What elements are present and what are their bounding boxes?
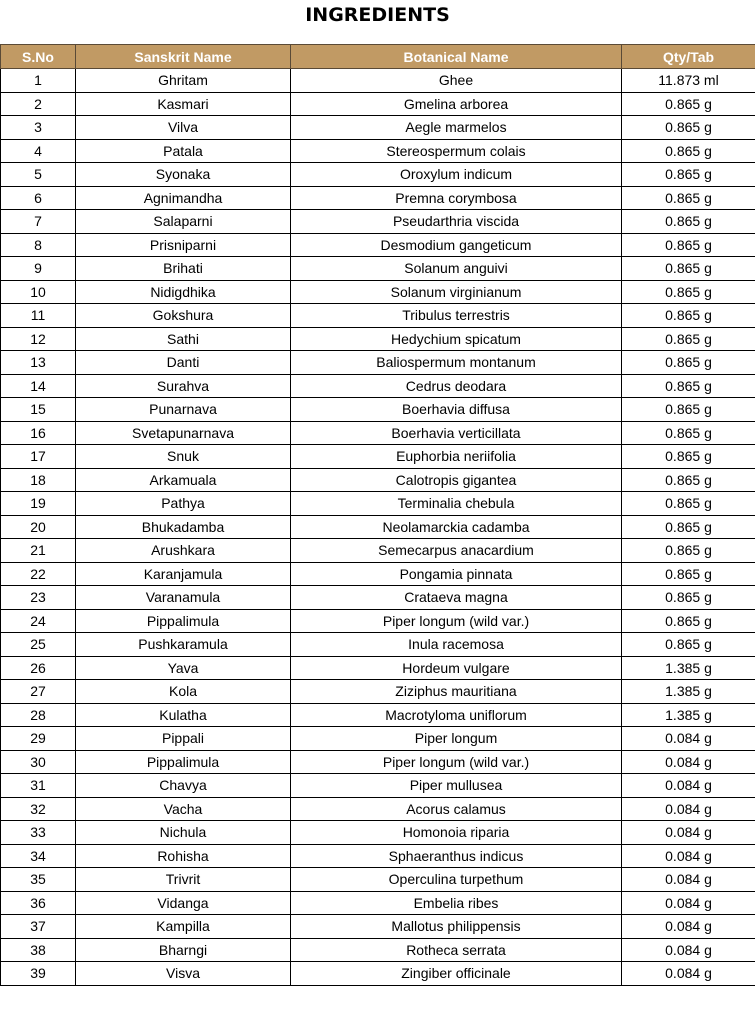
- table-row: [1, 750, 755, 774]
- cell-quantity: 0.865 g: [622, 186, 755, 210]
- cell-sanskrit-name: Punarnava: [76, 398, 291, 422]
- table-row: [1, 797, 755, 821]
- cell-sanskrit-name: Kasmari: [76, 92, 291, 116]
- cell-sanskrit-name: Kola: [76, 680, 291, 704]
- cell-quantity: 0.865 g: [622, 445, 755, 469]
- cell-sanskrit-name: Karanjamula: [76, 562, 291, 586]
- cell-sanskrit-name: Prisniparni: [76, 233, 291, 257]
- header-sanskrit-name: Sanskrit Name: [76, 45, 291, 69]
- table-row: [1, 633, 755, 657]
- cell-sanskrit-name: Yava: [76, 656, 291, 680]
- table-row: [1, 703, 755, 727]
- table-row: [1, 492, 755, 516]
- cell-serial-number: 38: [1, 938, 76, 962]
- cell-botanical-name: Ghee: [291, 69, 622, 93]
- cell-botanical-name: Baliospermum montanum: [291, 351, 622, 375]
- table-row: [1, 116, 755, 140]
- cell-serial-number: 14: [1, 374, 76, 398]
- cell-serial-number: 29: [1, 727, 76, 751]
- header-botanical-name: Botanical Name: [291, 45, 622, 69]
- table-row: [1, 233, 755, 257]
- cell-sanskrit-name: Nidigdhika: [76, 280, 291, 304]
- cell-botanical-name: Stereospermum colais: [291, 139, 622, 163]
- cell-sanskrit-name: Varanamula: [76, 586, 291, 610]
- table-row: [1, 774, 755, 798]
- cell-sanskrit-name: Rohisha: [76, 844, 291, 868]
- cell-botanical-name: Piper longum: [291, 727, 622, 751]
- cell-botanical-name: Pongamia pinnata: [291, 562, 622, 586]
- table-row: [1, 421, 755, 445]
- cell-serial-number: 35: [1, 868, 76, 892]
- cell-botanical-name: Oroxylum indicum: [291, 163, 622, 187]
- cell-botanical-name: Inula racemosa: [291, 633, 622, 657]
- cell-quantity: 0.084 g: [622, 727, 755, 751]
- table-row: [1, 210, 755, 234]
- cell-serial-number: 16: [1, 421, 76, 445]
- cell-sanskrit-name: Pathya: [76, 492, 291, 516]
- cell-sanskrit-name: Sathi: [76, 327, 291, 351]
- table-row: [1, 92, 755, 116]
- cell-serial-number: 2: [1, 92, 76, 116]
- table-row: [1, 656, 755, 680]
- cell-botanical-name: Calotropis gigantea: [291, 468, 622, 492]
- cell-quantity: 0.084 g: [622, 844, 755, 868]
- cell-serial-number: 37: [1, 915, 76, 939]
- table-row: [1, 351, 755, 375]
- table-row: [1, 586, 755, 610]
- cell-sanskrit-name: Surahva: [76, 374, 291, 398]
- cell-serial-number: 11: [1, 304, 76, 328]
- cell-sanskrit-name: Snuk: [76, 445, 291, 469]
- cell-serial-number: 13: [1, 351, 76, 375]
- cell-quantity: 0.865 g: [622, 586, 755, 610]
- cell-serial-number: 20: [1, 515, 76, 539]
- cell-botanical-name: Macrotyloma uniflorum: [291, 703, 622, 727]
- cell-serial-number: 36: [1, 891, 76, 915]
- cell-sanskrit-name: Trivrit: [76, 868, 291, 892]
- cell-quantity: 11.873 ml: [622, 69, 755, 93]
- table-row: [1, 727, 755, 751]
- cell-serial-number: 9: [1, 257, 76, 281]
- cell-quantity: 0.084 g: [622, 821, 755, 845]
- cell-sanskrit-name: Kulatha: [76, 703, 291, 727]
- table-row: [1, 374, 755, 398]
- cell-sanskrit-name: Visva: [76, 962, 291, 986]
- cell-quantity: 0.865 g: [622, 351, 755, 375]
- cell-quantity: 0.865 g: [622, 515, 755, 539]
- cell-botanical-name: Mallotus philippensis: [291, 915, 622, 939]
- cell-quantity: 0.865 g: [622, 539, 755, 563]
- cell-serial-number: 6: [1, 186, 76, 210]
- header-serial-number: S.No: [1, 45, 76, 69]
- cell-quantity: 1.385 g: [622, 703, 755, 727]
- cell-serial-number: 17: [1, 445, 76, 469]
- cell-sanskrit-name: Nichula: [76, 821, 291, 845]
- table-row: [1, 915, 755, 939]
- cell-serial-number: 7: [1, 210, 76, 234]
- cell-serial-number: 4: [1, 139, 76, 163]
- cell-quantity: 0.865 g: [622, 92, 755, 116]
- cell-sanskrit-name: Patala: [76, 139, 291, 163]
- cell-serial-number: 10: [1, 280, 76, 304]
- cell-quantity: 0.084 g: [622, 797, 755, 821]
- cell-botanical-name: Neolamarckia cadamba: [291, 515, 622, 539]
- table-row: [1, 891, 755, 915]
- cell-botanical-name: Crataeva magna: [291, 586, 622, 610]
- cell-botanical-name: Piper longum (wild var.): [291, 750, 622, 774]
- cell-quantity: 0.865 g: [622, 633, 755, 657]
- table-row: [1, 257, 755, 281]
- cell-sanskrit-name: Pippalimula: [76, 750, 291, 774]
- cell-serial-number: 31: [1, 774, 76, 798]
- cell-botanical-name: Premna corymbosa: [291, 186, 622, 210]
- cell-serial-number: 39: [1, 962, 76, 986]
- cell-serial-number: 34: [1, 844, 76, 868]
- cell-sanskrit-name: Vidanga: [76, 891, 291, 915]
- cell-quantity: 0.084 g: [622, 962, 755, 986]
- cell-sanskrit-name: Kampilla: [76, 915, 291, 939]
- ingredients-table: [0, 44, 755, 986]
- cell-serial-number: 25: [1, 633, 76, 657]
- cell-quantity: 1.385 g: [622, 680, 755, 704]
- table-row: [1, 868, 755, 892]
- cell-botanical-name: Sphaeranthus indicus: [291, 844, 622, 868]
- cell-botanical-name: Acorus calamus: [291, 797, 622, 821]
- cell-botanical-name: Piper mullusea: [291, 774, 622, 798]
- cell-serial-number: 21: [1, 539, 76, 563]
- cell-serial-number: 5: [1, 163, 76, 187]
- cell-sanskrit-name: Pippalimula: [76, 609, 291, 633]
- table-row: [1, 962, 755, 986]
- table-row: [1, 186, 755, 210]
- cell-botanical-name: Hordeum vulgare: [291, 656, 622, 680]
- header-quantity: Qty/Tab: [622, 45, 755, 69]
- cell-botanical-name: Embelia ribes: [291, 891, 622, 915]
- cell-quantity: 0.084 g: [622, 774, 755, 798]
- cell-serial-number: 22: [1, 562, 76, 586]
- cell-sanskrit-name: Pippali: [76, 727, 291, 751]
- cell-quantity: 0.865 g: [622, 327, 755, 351]
- cell-serial-number: 15: [1, 398, 76, 422]
- cell-sanskrit-name: Arushkara: [76, 539, 291, 563]
- cell-botanical-name: Pseudarthria viscida: [291, 210, 622, 234]
- cell-serial-number: 19: [1, 492, 76, 516]
- cell-quantity: 0.084 g: [622, 750, 755, 774]
- cell-serial-number: 24: [1, 609, 76, 633]
- cell-sanskrit-name: Brihati: [76, 257, 291, 281]
- cell-quantity: 0.865 g: [622, 398, 755, 422]
- cell-sanskrit-name: Vacha: [76, 797, 291, 821]
- cell-serial-number: 33: [1, 821, 76, 845]
- cell-quantity: 0.865 g: [622, 280, 755, 304]
- cell-sanskrit-name: Agnimandha: [76, 186, 291, 210]
- table-row: [1, 398, 755, 422]
- cell-serial-number: 28: [1, 703, 76, 727]
- table-row: [1, 139, 755, 163]
- cell-quantity: 1.385 g: [622, 656, 755, 680]
- cell-botanical-name: Solanum anguivi: [291, 257, 622, 281]
- cell-sanskrit-name: Chavya: [76, 774, 291, 798]
- cell-sanskrit-name: Danti: [76, 351, 291, 375]
- cell-serial-number: 26: [1, 656, 76, 680]
- table-row: [1, 821, 755, 845]
- cell-botanical-name: Boerhavia diffusa: [291, 398, 622, 422]
- cell-botanical-name: Homonoia riparia: [291, 821, 622, 845]
- table-row: [1, 938, 755, 962]
- cell-botanical-name: Boerhavia verticillata: [291, 421, 622, 445]
- cell-serial-number: 3: [1, 116, 76, 140]
- table-row: [1, 539, 755, 563]
- cell-quantity: 0.084 g: [622, 868, 755, 892]
- cell-quantity: 0.865 g: [622, 233, 755, 257]
- cell-serial-number: 12: [1, 327, 76, 351]
- cell-quantity: 0.084 g: [622, 891, 755, 915]
- cell-botanical-name: Piper longum (wild var.): [291, 609, 622, 633]
- cell-botanical-name: Solanum virginianum: [291, 280, 622, 304]
- table-row: [1, 609, 755, 633]
- cell-quantity: 0.865 g: [622, 609, 755, 633]
- cell-botanical-name: Hedychium spicatum: [291, 327, 622, 351]
- page-title: INGREDIENTS: [305, 4, 450, 26]
- cell-botanical-name: Cedrus deodara: [291, 374, 622, 398]
- cell-botanical-name: Rotheca serrata: [291, 938, 622, 962]
- cell-quantity: 0.865 g: [622, 139, 755, 163]
- cell-serial-number: 18: [1, 468, 76, 492]
- cell-quantity: 0.865 g: [622, 163, 755, 187]
- cell-quantity: 0.865 g: [622, 210, 755, 234]
- cell-botanical-name: Desmodium gangeticum: [291, 233, 622, 257]
- cell-botanical-name: Euphorbia neriifolia: [291, 445, 622, 469]
- cell-quantity: 0.084 g: [622, 938, 755, 962]
- cell-quantity: 0.865 g: [622, 421, 755, 445]
- cell-sanskrit-name: Svetapunarnava: [76, 421, 291, 445]
- cell-quantity: 0.865 g: [622, 374, 755, 398]
- cell-botanical-name: Gmelina arborea: [291, 92, 622, 116]
- cell-serial-number: 23: [1, 586, 76, 610]
- cell-serial-number: 1: [1, 69, 76, 93]
- cell-quantity: 0.865 g: [622, 257, 755, 281]
- cell-quantity: 0.865 g: [622, 468, 755, 492]
- table-row: [1, 327, 755, 351]
- table-row: [1, 445, 755, 469]
- table-header-row: [1, 45, 755, 69]
- cell-botanical-name: Aegle marmelos: [291, 116, 622, 140]
- cell-serial-number: 30: [1, 750, 76, 774]
- cell-sanskrit-name: Pushkaramula: [76, 633, 291, 657]
- cell-botanical-name: Operculina turpethum: [291, 868, 622, 892]
- cell-serial-number: 32: [1, 797, 76, 821]
- cell-botanical-name: Tribulus terrestris: [291, 304, 622, 328]
- table-body: [1, 69, 755, 986]
- cell-quantity: 0.865 g: [622, 492, 755, 516]
- cell-serial-number: 27: [1, 680, 76, 704]
- table-row: [1, 844, 755, 868]
- cell-quantity: 0.084 g: [622, 915, 755, 939]
- cell-botanical-name: Ziziphus mauritiana: [291, 680, 622, 704]
- cell-botanical-name: Terminalia chebula: [291, 492, 622, 516]
- table-row: [1, 680, 755, 704]
- cell-sanskrit-name: Bhukadamba: [76, 515, 291, 539]
- cell-sanskrit-name: Vilva: [76, 116, 291, 140]
- cell-serial-number: 8: [1, 233, 76, 257]
- cell-quantity: 0.865 g: [622, 116, 755, 140]
- cell-sanskrit-name: Gokshura: [76, 304, 291, 328]
- cell-sanskrit-name: Salaparni: [76, 210, 291, 234]
- cell-sanskrit-name: Ghritam: [76, 69, 291, 93]
- table-row: [1, 163, 755, 187]
- table-row: [1, 562, 755, 586]
- cell-botanical-name: Zingiber officinale: [291, 962, 622, 986]
- table-row: [1, 69, 755, 93]
- cell-sanskrit-name: Syonaka: [76, 163, 291, 187]
- cell-sanskrit-name: Bharngi: [76, 938, 291, 962]
- cell-quantity: 0.865 g: [622, 562, 755, 586]
- cell-sanskrit-name: Arkamuala: [76, 468, 291, 492]
- cell-botanical-name: Semecarpus anacardium: [291, 539, 622, 563]
- table-row: [1, 304, 755, 328]
- cell-quantity: 0.865 g: [622, 304, 755, 328]
- table-row: [1, 468, 755, 492]
- table-row: [1, 515, 755, 539]
- table-row: [1, 280, 755, 304]
